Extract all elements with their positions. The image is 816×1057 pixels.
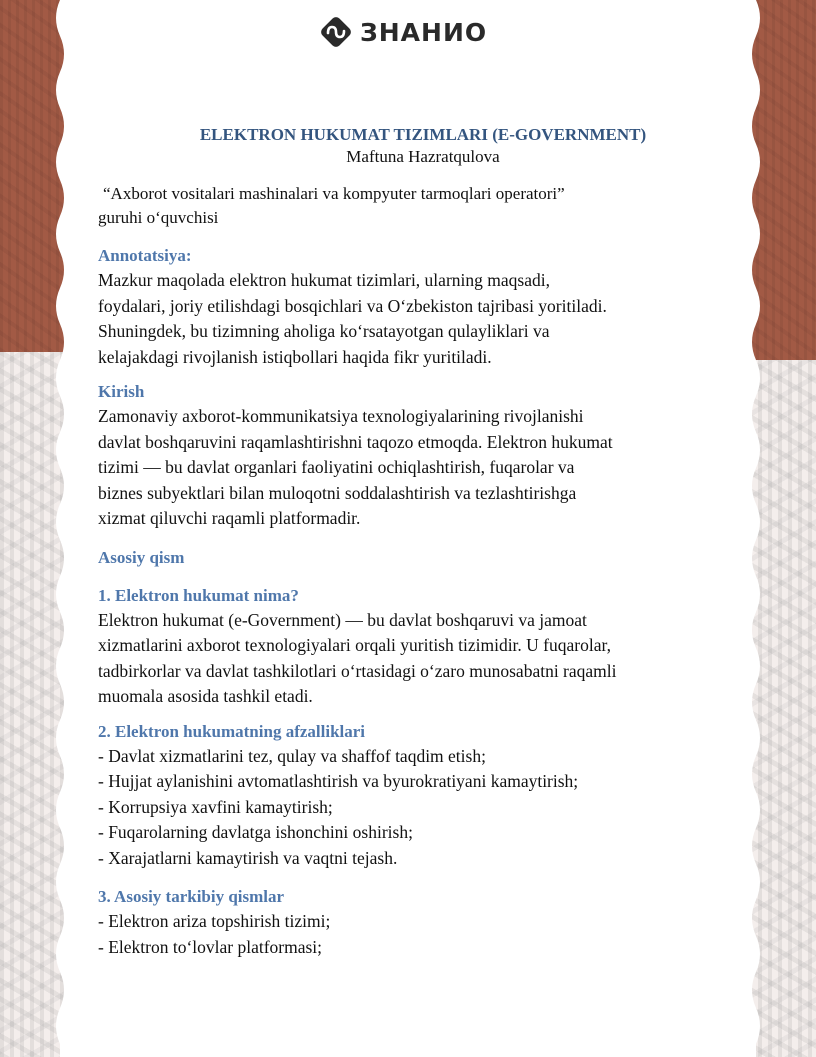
left-ornament-border xyxy=(0,0,68,1057)
list-item: - Hujjat aylanishini avtomatlashtirish va byurokratiyani kamaytirish; xyxy=(98,771,579,791)
brand-logo[interactable] xyxy=(318,14,487,50)
list-item: - Elektron to‘lovlar platformasi; xyxy=(98,936,323,957)
group-line: “Axborot vositalari mashinalari va kompyuter tarmoqlari operatori” xyxy=(103,184,565,203)
group-line: guruhi o‘quvchisi xyxy=(98,208,219,227)
document-author: Maftuna Hazratqulova xyxy=(346,147,500,166)
document-body xyxy=(98,123,718,960)
intro-section xyxy=(98,380,718,532)
paragraph-line: xizmatlarini axborot texnologiyalari orqali yuritish tizimidir. U fuqarolar, xyxy=(98,635,611,655)
brand-name: ЗНАНИО xyxy=(360,17,488,47)
list-item: - Korrupsiya xavfini kamaytirish; xyxy=(98,796,333,817)
paragraph-line: davlat boshqaruvini raqamlashtirishni taqozo etmoqda. Elektron hukumat xyxy=(98,431,613,452)
section-1 xyxy=(98,584,718,710)
paragraph-line: tadbirkorlar va davlat tashkilotlari o‘rtasidagi o‘zaro munosabatni raqamli xyxy=(98,660,617,681)
list-item: - Elektron ariza topshirish tizimi; xyxy=(98,911,331,931)
paragraph-line: Mazkur maqolada elektron hukumat tizimlari, ularning maqsadi, xyxy=(98,270,550,290)
section-heading: Annotatsiya: xyxy=(98,246,192,265)
section-heading: Kirish xyxy=(98,382,145,401)
list-item: - Fuqarolarning davlatga ishonchini oshirish; xyxy=(98,822,413,842)
section-heading: 2. Elektron hukumatning afzalliklari xyxy=(98,721,366,741)
paragraph-line: xizmat qiluvchi raqamli platformadir. xyxy=(98,508,361,528)
document-title: ELEKTRON HUKUMAT TIZIMLARI (E-GOVERNMENT) xyxy=(199,125,647,144)
section-3 xyxy=(98,885,718,960)
paragraph-line: Elektron hukumat (e-Government) — bu davlat boshqaruvi va jamoat xyxy=(98,609,587,630)
section-heading: 1. Elektron hukumat nima? xyxy=(98,585,299,605)
annotation-section xyxy=(98,244,718,370)
section-2 xyxy=(98,720,718,872)
paragraph-line: muomala asosida tashkil etadi. xyxy=(98,686,313,706)
paragraph-line: Shuningdek, bu tizimning aholiga ko‘rsatayotgan qulayliklari va xyxy=(98,321,550,341)
list-item: - Xarajatlarni kamaytirish va vaqtni tejash. xyxy=(98,847,398,868)
section-heading: Asosiy qism xyxy=(98,547,185,567)
wave-edge-icon xyxy=(748,0,768,1057)
list-item: - Davlat xizmatlarini tez, qulay va shaffof taqdim etish; xyxy=(98,745,486,766)
paragraph-line: tizimi — bu davlat organlari faoliyatini ochiqlashtirish, fuqarolar va xyxy=(98,457,575,477)
main-part-heading-wrap xyxy=(98,546,718,570)
section-heading: 3. Asosiy tarkibiy qismlar xyxy=(98,887,285,906)
wave-edge-icon xyxy=(48,0,68,1057)
znanio-logo-icon xyxy=(318,14,354,50)
paragraph-line: foydalari, joriy etilishdagi bosqichlari va O‘zbekiston tajribasi yoritiladi. xyxy=(98,295,607,316)
paragraph-line: Zamonaviy axborot-kommunikatsiya texnologiyalarining rivojlanishi xyxy=(98,406,584,426)
paragraph-line: kelajakdagi rivojlanish istiqbollari haqida fikr yuritiladi. xyxy=(98,346,492,367)
author-group xyxy=(98,182,718,230)
right-ornament-border xyxy=(748,0,816,1057)
paragraph-line: biznes subyektlari bilan muloqotni soddalashtirish va tezlashtirishga xyxy=(98,482,577,503)
